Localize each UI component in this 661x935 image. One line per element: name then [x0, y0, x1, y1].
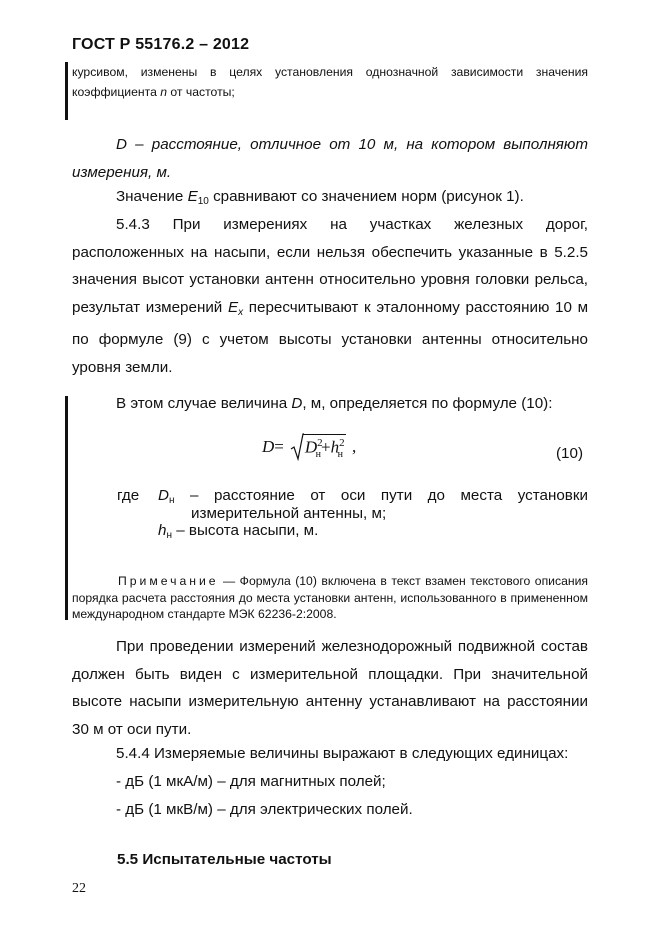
sqrt-icon: $D^2_н+h^2_н$	[290, 433, 346, 461]
where-d-definition: $D_н$ – расстояние от оси пути до места установки	[158, 487, 588, 506]
section-title: 5.5 Испытательные частоты	[117, 851, 332, 868]
formula-intro-paragraph: В этом случае величина D, м, определяется по формуле (10):	[116, 395, 553, 412]
change-bar	[65, 62, 68, 120]
top-note-line: курсивом, изменены в целях установления однозначной зависимости значения	[72, 65, 588, 79]
where-h-definition: $h_н$ – высота насыпи, м.	[158, 522, 319, 541]
top-note-line: коэффициента n от частоты;	[72, 85, 235, 99]
clause-5-4-3-paragraph: 5.4.3 При измерениях на участках железных дорог, расположенных на насыпи, если нельзя обеспечить указанные в 5.2.5 значения высот установки антенн относительно уровня головки рельса, результат измерений $E_x$ пересчитывают к эталонному расстоянию 10 м по формуле (9) с учетом высоты установки антенны относительно уровня земли.	[72, 216, 589, 376]
page-number: 22	[72, 881, 86, 896]
d-definition-paragraph: D – расстояние, отличное от 10 м, на котором выполняют измерения, м.	[72, 136, 588, 181]
formula-10: D = $D^2_н+h^2_н$ ,	[262, 433, 356, 461]
where-label: где	[117, 487, 140, 504]
unit-electric-item: - дБ (1 мкВ/м) – для электрических полей.	[116, 801, 413, 818]
change-bar	[65, 396, 68, 620]
unit-magnetic-item: - дБ (1 мкА/м) – для магнитных полей;	[116, 773, 386, 790]
compare-paragraph: Значение $E_{10}$ сравнивают со значением норм (рисунок 1).	[116, 188, 524, 207]
where-d-definition-cont: измерительной антенны, м;	[191, 505, 387, 522]
note-paragraph: Примечание — Формула (10) включена в текст взамен текстового описания порядка расчета расстояния до места установки антенн, использованного в примененном международном стандарте МЭК 62236-2:2008.	[72, 574, 588, 621]
railway-paragraph: При проведении измерений железнодорожный подвижной состав должен быть виден с измерительной площадки. При значительной высоте насыпи измерительную антенну устанавливают на расстоянии 30 м от оси пути.	[72, 638, 588, 738]
page-header: ГОСТ Р 55176.2 – 2012	[72, 36, 250, 53]
formula-number: (10)	[556, 445, 584, 462]
clause-5-4-4-paragraph: 5.4.4 Измеряемые величины выражают в следующих единицах:	[116, 745, 569, 762]
